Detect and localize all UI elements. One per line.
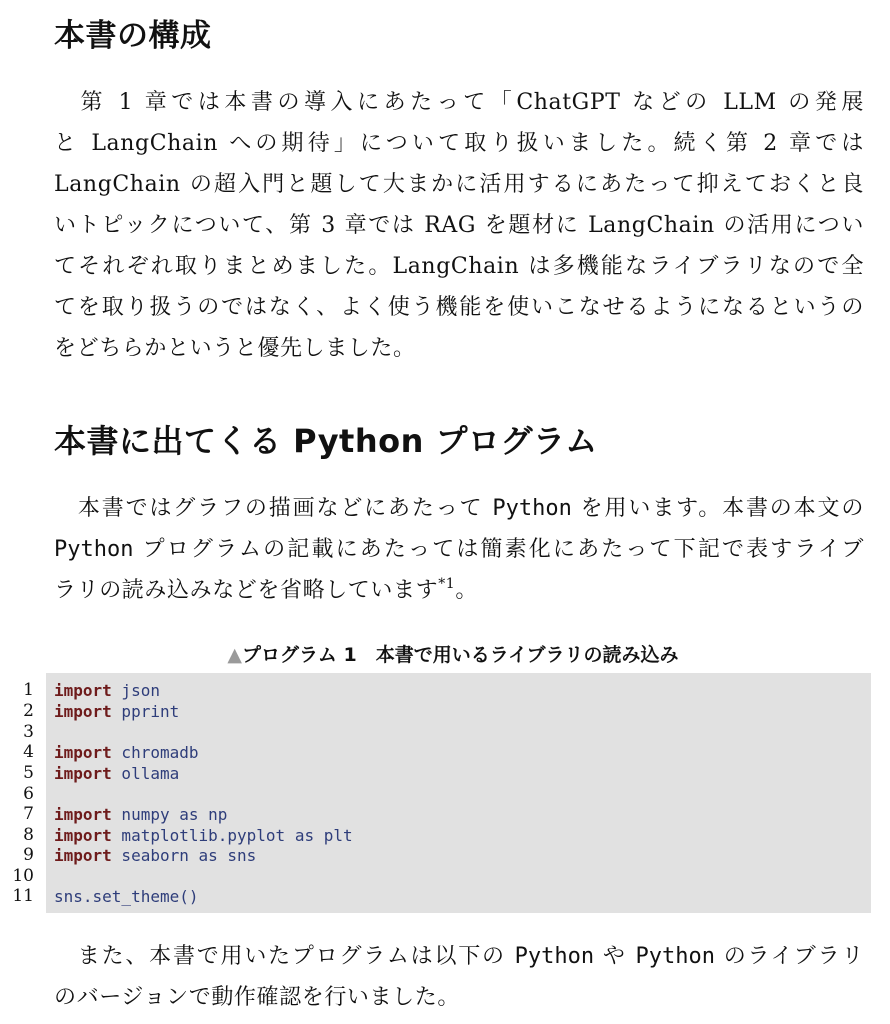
line-number: 6 [23, 784, 34, 804]
code-line [23, 784, 871, 805]
listing-caption [0, 641, 890, 669]
paragraph-line [54, 936, 864, 977]
code-keyword: import [54, 702, 112, 721]
text-run: のライブラリ [714, 944, 864, 969]
paragraph-line [54, 570, 864, 611]
code-rest: ollama [111, 764, 180, 783]
text-run: また、本書で用いたプログラムは以下の [54, 944, 515, 969]
text-run: 本書ではグラフの描画などにあたって [54, 496, 493, 521]
code-rest: seaborn as sns [111, 846, 257, 865]
section-heading-structure: 本書の構成 [54, 18, 212, 54]
code-listing [12, 673, 871, 913]
paragraph-versions [54, 936, 864, 1018]
paragraph-line [54, 488, 864, 529]
line-number: 8 [23, 825, 34, 845]
paragraph-structure [54, 82, 864, 369]
code-line [23, 722, 871, 743]
paragraph-line: いトピックについて、第 3 章では RAG を題材に LangChain の活用につい [54, 213, 864, 238]
line-number: 2 [23, 701, 34, 721]
text-run: を用います。本書の本文の [571, 496, 864, 521]
code-keyword: import [54, 764, 112, 783]
code-keyword: import [54, 846, 112, 865]
text-run: や [594, 944, 636, 969]
line-number: 7 [23, 804, 34, 824]
code-line [23, 742, 871, 763]
line-number: 10 [12, 866, 34, 886]
code-text [54, 742, 199, 763]
code-line [23, 680, 871, 701]
inline-code: Python [492, 496, 572, 521]
code-line [23, 825, 871, 846]
inline-code: Python [514, 944, 595, 969]
paragraph-line: てを取り扱うのではなく、よく使う機能を使いこなせるようになるというの [54, 295, 864, 320]
code-keyword: import [54, 826, 112, 845]
line-number: 4 [23, 742, 34, 762]
line-number: 3 [23, 722, 34, 742]
code-rest: chromadb [111, 743, 199, 762]
code-text [54, 845, 256, 866]
listing-caption-text: プログラム 1 本書で用いるライブラリの読み込み [242, 644, 679, 666]
line-number: 9 [23, 845, 34, 865]
text-run: 。 [455, 578, 478, 603]
code-keyword: import [54, 681, 112, 700]
footnote-mark[interactable]: *1 [438, 576, 456, 592]
text-run: ラリの読み込みなどを省略しています [54, 578, 439, 603]
code-rest: pprint [111, 702, 180, 721]
code-text [54, 804, 227, 825]
code-line [23, 804, 871, 825]
paragraph-line [54, 529, 864, 570]
paragraph-line: をどちらかというと優先しました。 [54, 336, 416, 361]
code-line [23, 845, 871, 866]
code-text [54, 763, 179, 784]
code-rest: json [111, 681, 160, 700]
inline-code: Python [635, 944, 715, 969]
paragraph-line: 第 1 章では本書の導入にあたって「ChatGPT などの LLM の発展 [54, 90, 864, 115]
text-run: プログラムの記載にあたっては簡素化にあたって下記で表すライブ [133, 537, 864, 562]
code-rest: sns.set_theme() [54, 887, 199, 906]
paragraph-line: LangChain の超入門と題して大まかに活用するにあたって抑えておくと良 [54, 172, 864, 197]
inline-code: Python [54, 537, 134, 562]
code-keyword: import [54, 743, 112, 762]
line-number: 1 [23, 680, 34, 700]
code-text [54, 680, 160, 701]
paragraph-line: と LangChain への期待」について取り扱いました。続く第 2 章では [54, 131, 864, 156]
code-line [23, 763, 871, 784]
code-text [54, 825, 353, 846]
triangle-marker-icon: ▲ [227, 644, 243, 666]
code-text [54, 886, 199, 907]
code-rest: matplotlib.pyplot as plt [111, 826, 353, 845]
paragraph-line: のバージョンで動作確認を行いました。 [54, 985, 460, 1010]
code-text [54, 701, 179, 722]
line-number: 11 [12, 886, 34, 906]
section-heading-python-programs: 本書に出てくる Python プログラム [54, 422, 598, 460]
code-rest: numpy as np [111, 805, 228, 824]
paragraph-line: てそれぞれ取りまとめました。LangChain は多機能なライブラリなので全 [54, 254, 864, 279]
paragraph-python-intro [54, 488, 864, 611]
code-line [12, 886, 871, 907]
code-line [12, 866, 871, 887]
code-keyword: import [54, 805, 112, 824]
code-line [23, 701, 871, 722]
line-number: 5 [23, 763, 34, 783]
